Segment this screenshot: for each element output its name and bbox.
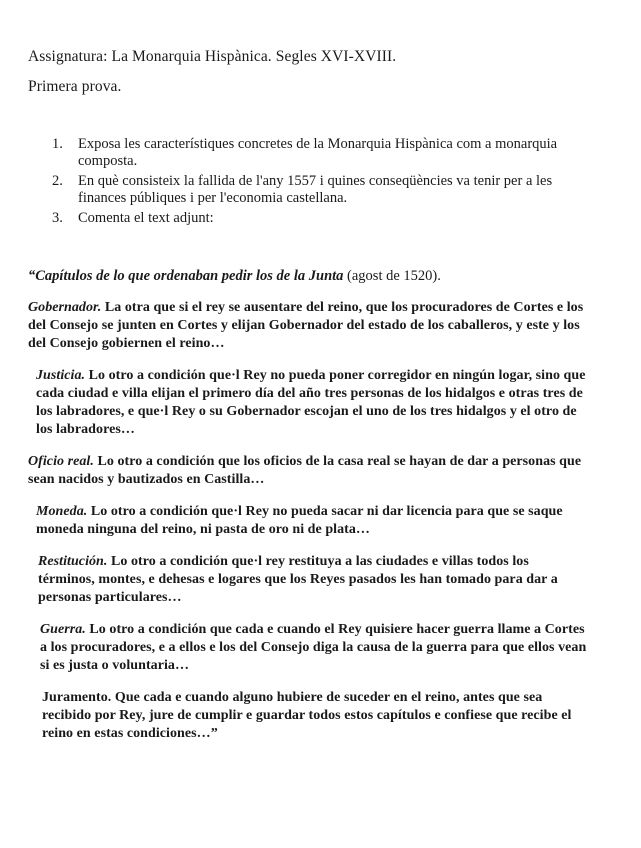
- paragraph-text: Lo otro a condición que·l rey restituya a las ciudades e villas todos los términos, montes, e dehesas e logares que los Reyes pasados les han tomado para dar a personas particulares…: [38, 554, 558, 605]
- paragraph-label: Justicia.: [36, 368, 86, 383]
- question-number: 2.: [52, 173, 63, 189]
- question-number: 1.: [52, 136, 63, 152]
- source-paragraph-oficio-real: [28, 453, 588, 489]
- question-list: [52, 136, 592, 230]
- source-paragraph-juramento: [28, 689, 588, 743]
- source-paragraph-restitucion: [28, 553, 588, 607]
- source-date: (agost de 1520).: [343, 268, 441, 284]
- question-item: [52, 173, 592, 207]
- source-paragraph-guerra: [28, 621, 588, 675]
- paragraph-label: Moneda.: [36, 504, 88, 519]
- paragraph-text: Lo otro a condición que los oficios de la casa real se hayan de dar a personas que sean nacidos y bautizados en Castilla…: [28, 454, 582, 487]
- question-number: 3.: [52, 210, 63, 226]
- source-paragraph-gobernador: [28, 299, 588, 353]
- source-title-text: “Capítulos de lo que ordenaban pedir los de la Junta: [28, 268, 344, 284]
- paragraph-label: Guerra.: [40, 622, 86, 637]
- test-heading: Primera prova.: [28, 78, 122, 95]
- question-item: [52, 210, 592, 227]
- question-text: Exposa les característiques concretes de la Monarquia Hispànica com a monarquia composta.: [78, 136, 558, 169]
- source-title: [28, 268, 588, 285]
- source-paragraph-justicia: [28, 367, 588, 439]
- question-text: En què consisteix la fallida de l'any 1557 i quines conseqüències va tenir per a les finances públiques i per l'economia castellana.: [78, 173, 553, 206]
- paragraph-text: La otra que si el rey se ausentare del reino, que los procuradores de Cortes e los del Consejo se junten en Cortes y elijan Gobernador del estado de los caballeros, y este y los del Consejo gobiernen el reino…: [28, 300, 584, 351]
- source-paragraph-moneda: [28, 503, 588, 539]
- paragraph-label: Oficio real.: [28, 454, 94, 469]
- source-text: [28, 268, 588, 755]
- paragraph-label: Juramento.: [42, 690, 112, 705]
- question-text: Comenta el text adjunt:: [78, 210, 214, 226]
- paragraph-label: Gobernador.: [28, 300, 102, 315]
- paragraph-text: Lo otro a condición que·l Rey no pueda sacar ni dar licencia para que se saque moneda ninguna del reino, ni pasta de oro ni de plata…: [36, 504, 563, 537]
- paragraph-text: Lo otro a condición que cada e cuando el Rey quisiere hacer guerra llame a Cortes a los procuradores, e a ellos e los del Consejo diga la causa de la guerra para que ellos vean si es justa o voluntaria…: [40, 622, 587, 673]
- paragraph-text: Lo otro a condición que·l Rey no pueda poner corregidor en ningún logar, sino que cada ciudad e villa elijan el primero día del año tres personas de los hidalgos e otras tres de los labradores, e que·l Rey o su Gobernador escojan el uno de los tres hidalgos y el otro de los labradores…: [36, 368, 586, 437]
- paragraph-text: Que cada e cuando alguno hubiere de suceder en el reino, antes que sea recibido por Rey, jure de cumplir e guardar todos estos capítulos e confiese que recibe el reino en estas condiciones…”: [42, 690, 572, 741]
- paragraph-label: Restitución.: [38, 554, 108, 569]
- subject-heading: Assignatura: La Monarquia Hispànica. Segles XVI-XVIII.: [28, 48, 397, 65]
- question-item: [52, 136, 592, 170]
